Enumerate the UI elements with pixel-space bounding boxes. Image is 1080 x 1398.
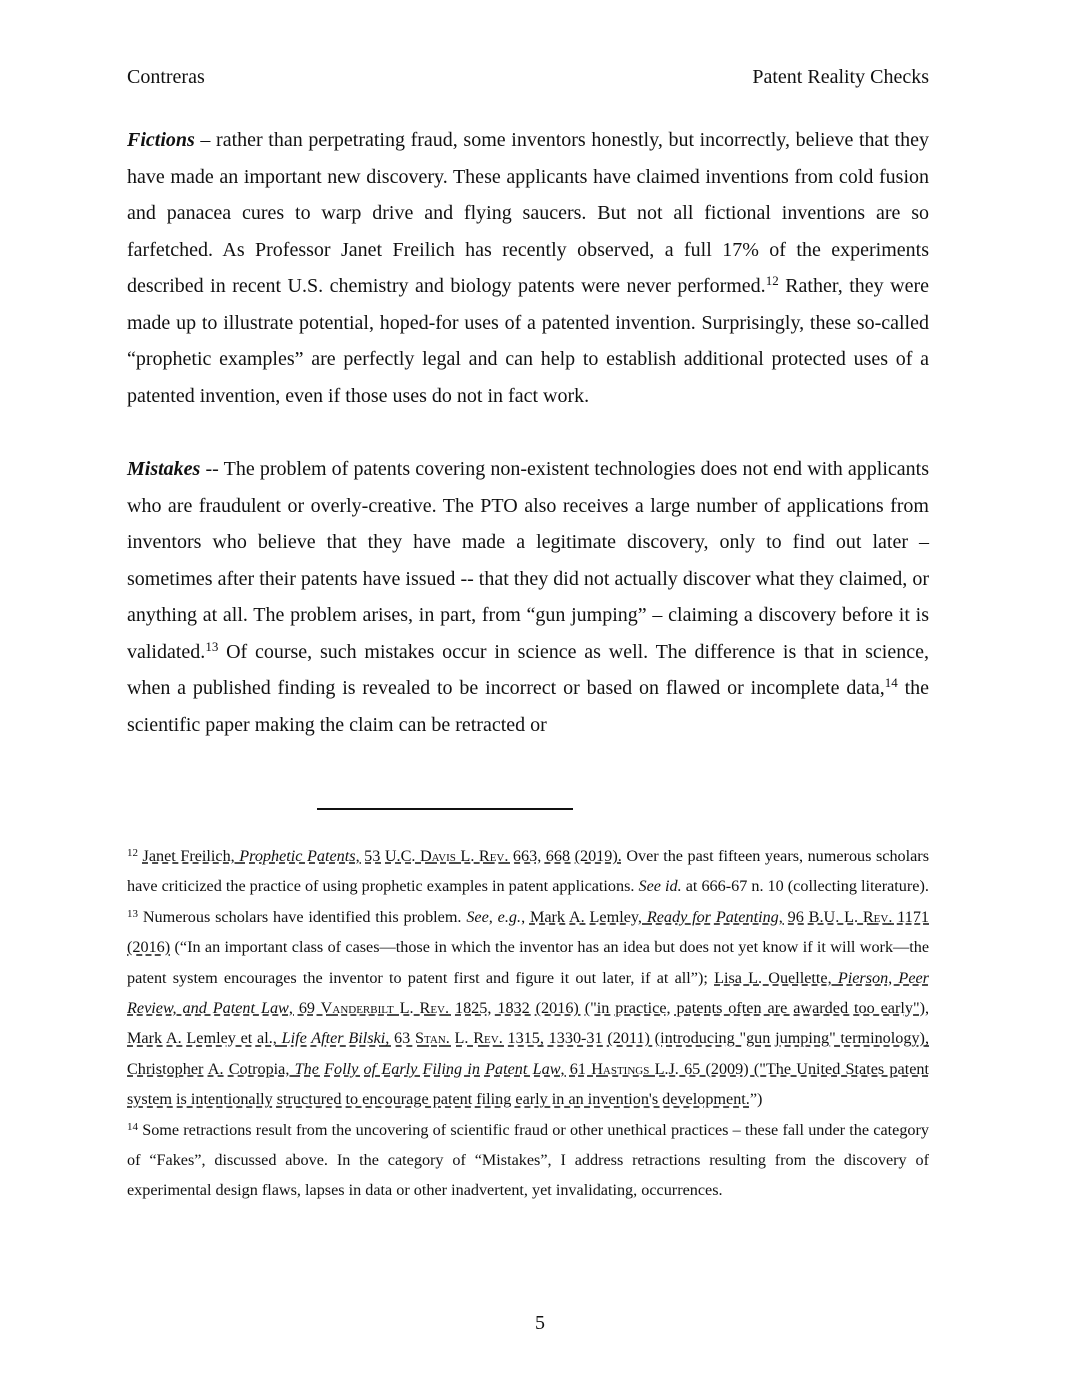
paragraph-mistakes	[127, 451, 929, 743]
footnote-14	[127, 1115, 929, 1206]
citation-link-cotropia[interactable]: Christopher A. Cotropia, The Folly of Early Filing in Patent Law, 61 Hastings L.J. 65 (2009) ("The United States patent system is intentionally structured to encourage patent filing early in an invention's development.	[127, 1059, 929, 1109]
footnote-separator	[317, 808, 573, 810]
footnote-text: Some retractions result from the uncovering of scientific fraud or other unethical practices – these fall under the category of “Fakes”, discussed above. In the category of “Mistakes”, I address retractions resulting from the discovery of experimental design flaws, lapses in data or other inadvertent, yet invalidating, occurrences.	[127, 1120, 929, 1200]
paragraph-text: -- The problem of patents covering non-existent technologies does not end with applicants who are fraudulent or overly-creative. The PTO also receives a large number of applications from inventors who believe that they have made a legitimate discovery, only to find out later – sometimes after their patents have issued -- that they did not actually discover what they claimed, or anything at all. The problem arises, in part, from “gun jumping” – claiming a discovery before it is validated.	[127, 458, 929, 663]
footnote-text: Over the past fifteen years, numerous scholars have criticized the practice of using prophetic examples in patent applications.	[127, 847, 929, 896]
footnote-number: 12	[127, 847, 138, 859]
footnote-reference-13[interactable]: 13	[205, 638, 219, 654]
footnote-13: $^{13}$ Numerous scholars have identified this problem. See, e.g., Mark A. Lemley, Ready for Patenting, 96 B.U. L. Rev. 1171 (2016) (“In an important class of cases—those in which the inventor has an idea but does not yet know if it will work—the patent system encourages the inventor to patent first and figure it out later, if at all”); Lisa L. Ouellette, Pierson, Peer Review, and Patent Law, 69 Vanderbilt L. Rev. 1825, 1832 (2016) ("in practice, patents often are awarded too early"), Mark A. Lemley et al., Life After Bilski, 63 Stan. L. Rev. 1315, 1330-31 (2011) (introducing "gun jumping" terminology), Christopher A. Cotropia, The Folly of Early Filing in Patent Law, 61 Hastings L.J. 65 (2009) ("The United States patent system is intentionally structured to encourage patent filing early in an invention's development.”)	[127, 907, 930, 1109]
citation-link-ouellette[interactable]: Lisa L. Ouellette, Pierson, Peer Review, and Patent Law, 69 Vanderbilt L. Rev. 1825, 1832 (2016) ("in practice, patents often are awarded too early"),	[127, 968, 930, 1018]
footnote-number: 13	[127, 907, 138, 920]
signal-see-id: See id.	[638, 877, 682, 896]
footnotes-section	[127, 841, 929, 1206]
running-header-title: Patent Reality Checks	[752, 66, 929, 88]
citation-link-lemley-ready[interactable]: Mark A. Lemley, Ready for Patenting, 96 B.U. L. Rev. 1171 (2016)	[127, 907, 930, 957]
footnote-text: Numerous scholars have identified this problem.	[138, 907, 467, 926]
footnote-text: ”)	[749, 1090, 763, 1109]
footnote-text: (“In an important class of cases—those in which the inventor has an idea but does not yet know if it will work—the patent system encourages the inventor to patent first and figure it out later, if at all”);	[127, 938, 929, 987]
page-number: 5	[535, 1312, 545, 1334]
footnote-text: at 666-67 n. 10 (collecting literature).	[681, 877, 929, 896]
paragraph-text: the scientific paper making the claim can be retracted or	[127, 677, 929, 736]
footnote-reference-12[interactable]: 12	[765, 273, 779, 288]
footnote-number: 14	[127, 1120, 138, 1133]
paragraph-heading-fictions: Fictions	[127, 129, 195, 151]
paragraph-heading-mistakes: Mistakes	[127, 458, 201, 480]
paragraph-text: – rather than perpetrating fraud, some inventors honestly, but incorrectly, believe that they have made an important new discovery. These applicants have claimed inventions from cold fusion and panacea cures to warp drive and flying saucers. But not all fictional inventions are so farfetched. As Professor Janet Freilich has recently observed, a full 17% of the experiments described in recent U.S. chemistry and biology patents were never performed.	[127, 129, 929, 297]
footnote-reference-14[interactable]: 14	[884, 675, 898, 690]
citation-link-lemley-bilski[interactable]: Mark A. Lemley et al., Life After Bilski, 63 Stan. L. Rev. 1315, 1330-31 (2011) (introducing "gun jumping" terminology),	[127, 1029, 929, 1048]
paragraph-text: Rather, they were made up to illustrate potential, hoped-for uses of a patented invention. Surprisingly, these so-called “prophetic examples” are perfectly legal and can help to establish additional protected uses of a patented invention, even if those uses do not in fact work.	[127, 275, 929, 407]
paragraph-fictions	[127, 122, 929, 414]
footnote-12	[127, 841, 929, 902]
signal-see-eg: See, e.g.	[466, 907, 522, 926]
paragraph-text: Of course, such mistakes occur in science as well. The difference is that in science, when a published finding is revealed to be incorrect or based on flawed or incomplete data,	[127, 640, 929, 699]
running-header-author: Contreras	[127, 66, 205, 88]
citation-link-freilich[interactable]: Janet Freilich, Prophetic Patents, 53 U.C. Davis L. Rev. 663, 668 (2019).	[142, 847, 622, 865]
